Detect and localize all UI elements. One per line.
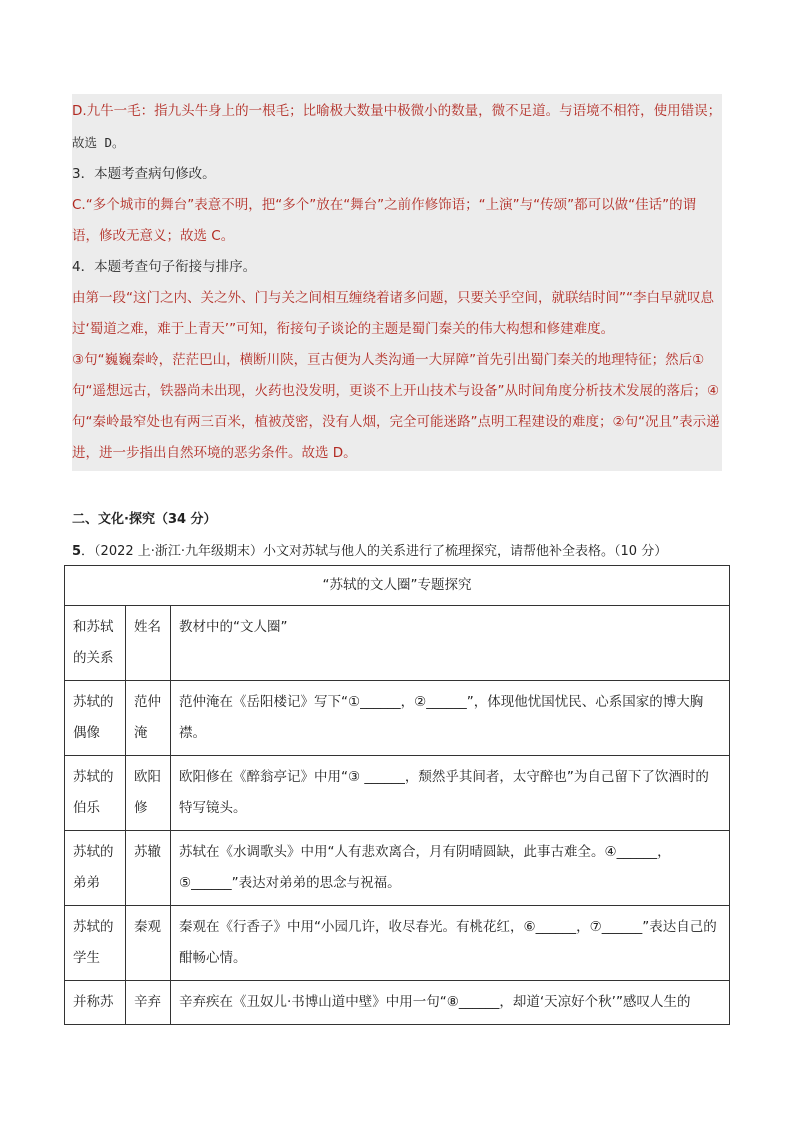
q4-p1-part-c: 可知，衔接句子谈论的主题是蜀门秦关的伟大构想和修建难度。 <box>236 321 615 337</box>
row-relation: 苏轼的伯乐 <box>65 756 126 831</box>
row-name: 欧阳修 <box>126 756 171 831</box>
question-text: ．（2022 上·浙江·九年级期末）小文对苏轼与他人的关系进行了梳理探究，请帮他补全表格。（10 分） <box>81 544 668 559</box>
table-title: “苏轼的文人圈”专题探究 <box>65 566 730 606</box>
table-row <box>65 981 730 1025</box>
header-content: 教材中的“文人圈” <box>171 606 730 681</box>
option-d-explanation: D.九牛一毛：指九头牛身上的一根毛；比喻极大数量中极微小的数量，微不足道。与语境不相符，使用错误； <box>72 103 722 119</box>
study-table <box>64 565 730 1025</box>
row-name: 苏辙 <box>126 831 171 906</box>
answer-choice <box>72 127 722 159</box>
table-row <box>65 831 730 906</box>
answer-choice-text: 故选 D。 <box>72 135 125 150</box>
q4-p2-part-b: ②句“况且”表示递进，进一步指出自然环境的恶劣条件。故选 D。 <box>72 414 720 461</box>
row-name: 辛弃 <box>126 981 171 1025</box>
q4-p1-part-a: 由第一段“这门之内、关之外、门与关之间相互缠绕着诸多问题，只要关乎空间，就联结时间” <box>72 290 626 306</box>
q3-explanation: C.“多个城市的舞台”表意不明，把“多个”放在“舞台”之前作修饰语；“上演”与“传颂”都可以做“佳话”的谓语，修改无意义；故选 C。 <box>72 197 697 244</box>
row-relation: 苏轼的弟弟 <box>65 831 126 906</box>
q4-p1-part-b: “李白早就叹息过‘蜀道之难，难于上青天’” <box>72 290 714 337</box>
table-row <box>65 756 730 831</box>
q4-paragraph-2 <box>72 345 722 469</box>
q3-heading: 3．本题考查病句修改。 <box>72 166 216 182</box>
table-row <box>65 906 730 981</box>
row-name: 秦观 <box>126 906 171 981</box>
question-number: 5 <box>72 544 82 559</box>
row-name: 范仲淹 <box>126 681 171 756</box>
header-relation: 和苏轼的关系 <box>65 606 126 681</box>
question-5 <box>72 540 667 559</box>
row-content: 秦观在《行香子》中用“小园几许，收尽春光。有桃花红，⑥______，⑦______”表达自己的酣畅心情。 <box>171 906 730 981</box>
q4-paragraph-1 <box>72 283 722 345</box>
row-content: 范仲淹在《岳阳楼记》写下“①______，②______”，体现他忧国忧民、心系国家的博大胸襟。 <box>171 681 730 756</box>
table-title-row <box>65 566 730 606</box>
section-title: 二、文化·探究（34 分） <box>72 512 217 527</box>
header-name: 姓名 <box>126 606 171 681</box>
q4-heading: 4．本题考查句子衔接与排序。 <box>72 259 257 275</box>
row-content: 辛弃疾在《丑奴儿·书博山道中壁》中用一句“⑧______，却道‘天凉好个秋’”感叹人生的 <box>171 981 730 1025</box>
row-content: 欧阳修在《醉翁亭记》中用“③ ______，颓然乎其间者，太守醉也”为自己留下了饮酒时的特写镜头。 <box>171 756 730 831</box>
row-relation: 苏轼的偶像 <box>65 681 126 756</box>
row-relation: 苏轼的学生 <box>65 906 126 981</box>
q4-p2-part-a: ③句“巍巍秦岭，茫茫巴山，横断川陕，亘古便为人类沟通一大屏障”首先引出蜀门秦关的地理特征；然后①句“遥想远古，铁器尚未出现，火药也没发明，更谈不上开山技术与设备”从时间角度分析技术发展的落后；④句“秦岭最窄处也有两三百米，植被茂密，没有人烟，完全可能迷路”点明工程建设的难度； <box>72 352 720 430</box>
row-content: 苏轼在《水调歌头》中用“人有悲欢离合，月有阴晴圆缺，此事古难全。④______，⑤______”表达对弟弟的思念与祝福。 <box>171 831 730 906</box>
row-relation: 并称苏 <box>65 981 126 1025</box>
answer-explanation <box>72 94 722 471</box>
table-row <box>65 681 730 756</box>
table-header-row <box>65 606 730 681</box>
